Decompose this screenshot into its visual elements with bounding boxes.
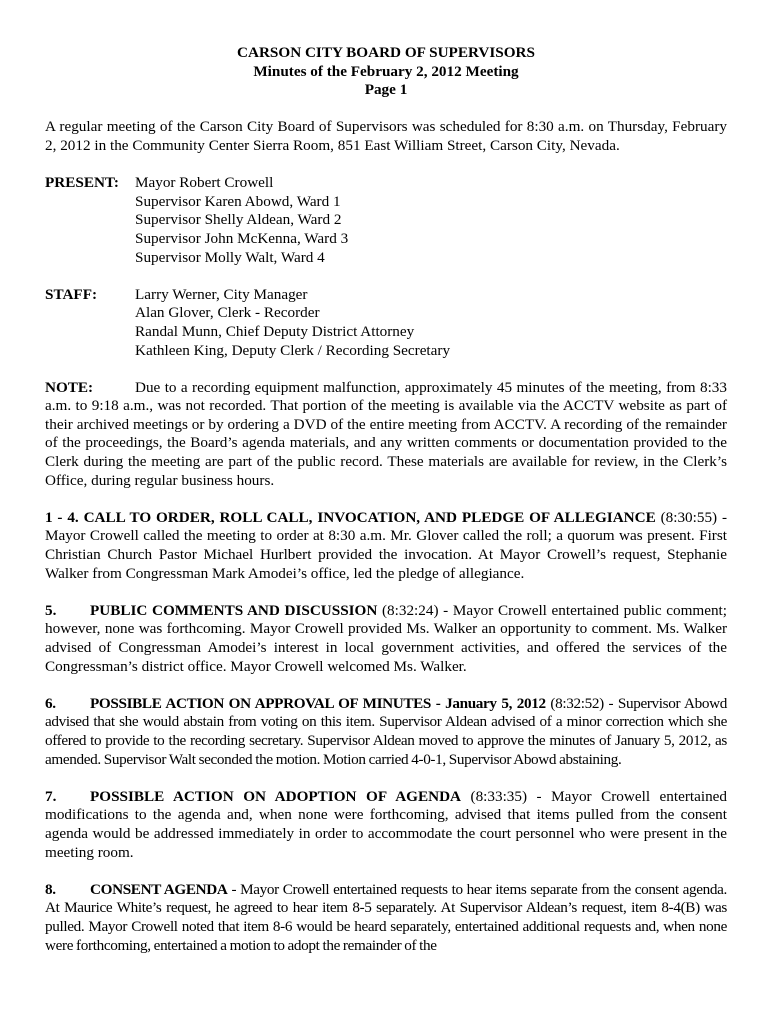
item-text: - Mayor Crowell entertained requests to hear items separate from the consent agenda. At Maurice White’s request, he agreed to hear item 8-5 separately. At Supervisor Aldean’s request, item 8-4(B) was pulled. Mayor Crowell noted that item 8-6 would be heard separately, entertained additional requests and, when none were forthcoming, entertained a motion to adopt the remainder of the xyxy=(45,880,727,954)
note-text: Due to a recording equipment malfunction, approximately 45 minutes of the meeting, from 8:33 a.m. to 9:18 a.m., was not recorded. That portion of the meeting is available via the ACCTV website as part of their archived meetings or by ordering a DVD of the entire meeting from ACCTV. A recording of the remainder of the proceedings, the Board’s agenda materials, and any written comments or documentation provided to the Clerk during the meeting are part of the public record. These materials are available for review, in the Clerk’s Office, during regular business hours. xyxy=(45,378,727,489)
item-number: 1 - 4. xyxy=(45,508,79,526)
present-member: Supervisor John McKenna, Ward 3 xyxy=(135,229,349,247)
present-list xyxy=(135,174,727,267)
item-heading: POSSIBLE ACTION ON ADOPTION OF AGENDA xyxy=(90,787,462,805)
item-text: (8:32:52) - Supervisor Abowd advised that she would abstain from voting on this item. Supervisor Aldean advised of a minor correction which she offered to provide to the recording secretary. Supervisor Aldean moved to approve the minutes of January 5, 2012, as amended. Supervisor Walt seconded the motion. Motion carried 4-0-1, Supervisor Abowd abstaining. xyxy=(45,694,728,768)
present-member: Supervisor Karen Abowd, Ward 1 xyxy=(135,192,341,210)
minutes-page xyxy=(45,44,727,955)
agenda-item-1-4 xyxy=(45,509,727,583)
agenda-item-8 xyxy=(45,881,727,955)
document-title: CARSON CITY BOARD OF SUPERVISORS xyxy=(237,44,535,61)
agenda-item-5 xyxy=(45,602,727,676)
document-header xyxy=(45,44,727,100)
item-number: 5. xyxy=(45,601,57,619)
item-text: (8:33:35) - Mayor Crowell entertained modifications to the agenda and, when none were forthcoming, advised that items pulled from the consent agenda would be addressed immediately in order to accommodate the court personnel who were present in the meeting room. xyxy=(45,787,728,861)
staff-section xyxy=(45,286,727,360)
present-label: PRESENT: xyxy=(45,174,119,192)
item-number: 7. xyxy=(45,787,57,805)
present-member: Supervisor Molly Walt, Ward 4 xyxy=(135,248,325,266)
item-text: (8:30:55) - Mayor Crowell called the meeting to order at 8:30 a.m. Mr. Glover called the roll; a quorum was present. First Christian Church Pastor Michael Hurlbert provided the invocation. At Mayor Crowell’s request, Stephanie Walker from Congressman Mark Amodei’s office, led the pledge of allegiance. xyxy=(45,508,728,582)
item-text: (8:32:24) - Mayor Crowell entertained public comment; however, none was forthcoming. Mayor Crowell provided Ms. Walker an opportunity to comment. Ms. Walker advised of Congressman Amodei’s interest in local government activities, and offered the services of the Congressman’s district office. Mayor Crowell welcomed Ms. Walker. xyxy=(45,601,727,675)
item-heading: CALL TO ORDER, ROLL CALL, INVOCATION, AND PLEDGE OF ALLEGIANCE xyxy=(83,508,656,526)
item-number: 8. xyxy=(45,880,56,898)
item-heading: PUBLIC COMMENTS AND DISCUSSION xyxy=(90,601,378,619)
note-label: NOTE: xyxy=(45,378,94,396)
page-number: Page 1 xyxy=(364,81,408,99)
item-heading: POSSIBLE ACTION ON APPROVAL OF MINUTES - January 5, 2012 xyxy=(90,694,546,712)
item-number: 6. xyxy=(45,694,56,712)
staff-label: STAFF: xyxy=(45,285,98,303)
note-paragraph xyxy=(45,379,727,491)
staff-member: Larry Werner, City Manager xyxy=(135,285,308,303)
agenda-item-7 xyxy=(45,788,727,862)
staff-list xyxy=(135,286,727,360)
item-heading: CONSENT AGENDA xyxy=(90,880,228,898)
present-member: Mayor Robert Crowell xyxy=(135,174,274,192)
agenda-item-6 xyxy=(45,695,727,769)
staff-member: Kathleen King, Deputy Clerk / Recording Secretary xyxy=(135,341,451,359)
document-subtitle: Minutes of the February 2, 2012 Meeting xyxy=(253,62,519,80)
staff-member: Randal Munn, Chief Deputy District Attorney xyxy=(135,322,415,340)
staff-member: Alan Glover, Clerk - Recorder xyxy=(135,304,320,322)
present-member: Supervisor Shelly Aldean, Ward 2 xyxy=(135,211,342,229)
present-section xyxy=(45,174,727,267)
intro-paragraph: A regular meeting of the Carson City Board of Supervisors was scheduled for 8:30 a.m. on Thursday, February 2, 2012 in the Community Center Sierra Room, 851 East William Street, Carson City, Nevada. xyxy=(45,118,727,154)
